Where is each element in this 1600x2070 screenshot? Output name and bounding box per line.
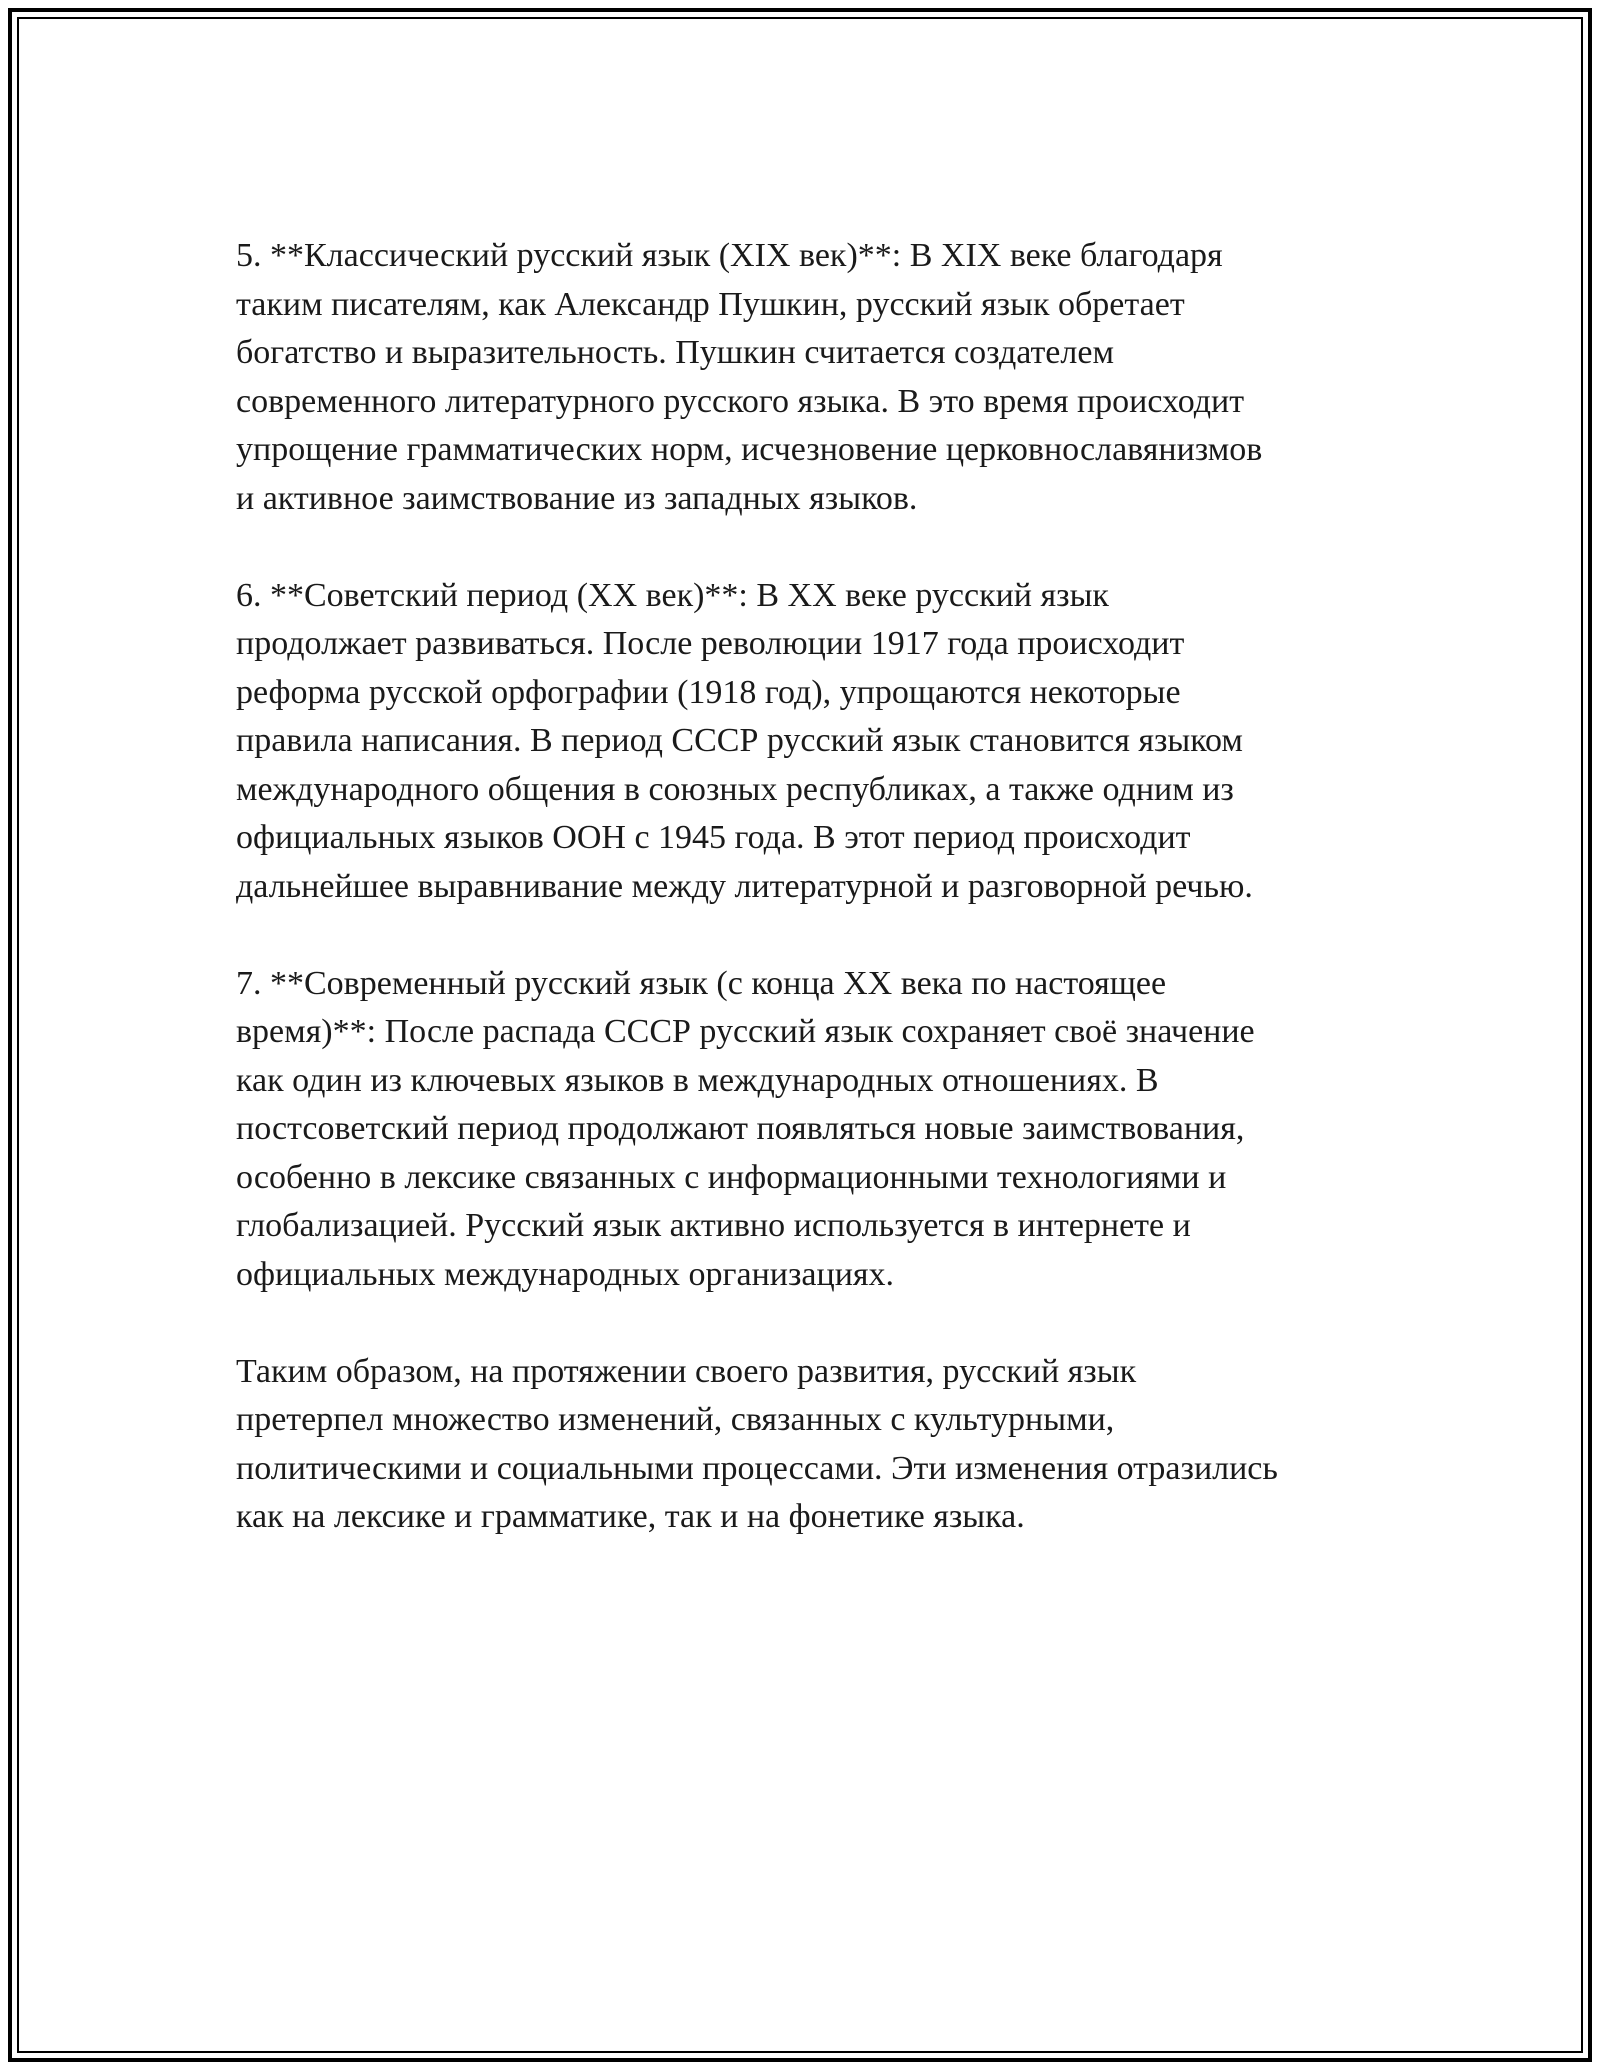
text-line: и активное заимствование из западных языков.: [236, 479, 918, 517]
text-line: современного литературного русского языка. В это время происходит: [236, 382, 1245, 420]
text-line: претерпел множество изменений, связанных с культурными,: [236, 1401, 1115, 1438]
paragraph-conclusion: [236, 1348, 1376, 1542]
text-line: богатство и выразительность. Пушкин считается создателем: [236, 334, 1114, 371]
text-line: время)**: После распада СССР русский язык сохраняет своё значение: [236, 1013, 1255, 1050]
text-line: дальнейшее выравнивание между литературной и разговорной речью.: [236, 867, 1253, 905]
text-line: как на лексике и грамматике, так и на фонетике языка.: [236, 1498, 1025, 1535]
text-line: 7. **Современный русский язык (с конца XX века по настоящее: [236, 964, 1167, 1002]
text-line: международного общения в союзных республиках, а также одним из: [236, 770, 1234, 808]
paragraph-soviet-period: [236, 572, 1376, 912]
text-line: политическими и социальными процессами. Эти изменения отразились: [236, 1449, 1278, 1487]
paragraph-classical-russian: [236, 232, 1376, 523]
text-line: особенно в лексике связанных с информационными технологиями и: [236, 1158, 1227, 1196]
text-line: таким писателям, как Александр Пушкин, русский язык обретает: [236, 285, 1185, 323]
text-line: упрощение грамматических норм, исчезновение церковнославянизмов: [236, 431, 1263, 468]
text-line: постсоветский период продолжают появляться новые заимствования,: [236, 1110, 1245, 1147]
paragraph-modern-russian: [236, 960, 1376, 1300]
text-line: Таким образом, на протяжении своего развития, русский язык: [236, 1352, 1137, 1390]
text-line: правила написания. В период СССР русский язык становится языком: [236, 722, 1243, 759]
text-line: официальных международных организациях.: [236, 1255, 895, 1293]
document-body: [236, 232, 1376, 1590]
text-line: глобализацией. Русский язык активно используется в интернете и: [236, 1207, 1191, 1244]
text-line: официальных языков ООН с 1945 года. В этот период происходит: [236, 819, 1191, 856]
text-line: как один из ключевых языков в международных отношениях. В: [236, 1061, 1159, 1099]
text-line: продолжает развиваться. После революции 1917 года происходит: [236, 625, 1185, 662]
text-line: 6. **Советский период (XX век)**: В XX веке русский язык: [236, 576, 1109, 614]
text-line: 5. **Классический русский язык (XIX век)**: В XIX веке благодаря: [236, 237, 1223, 274]
text-line: реформа русской орфографии (1918 год), упрощаются некоторые: [236, 673, 1181, 711]
